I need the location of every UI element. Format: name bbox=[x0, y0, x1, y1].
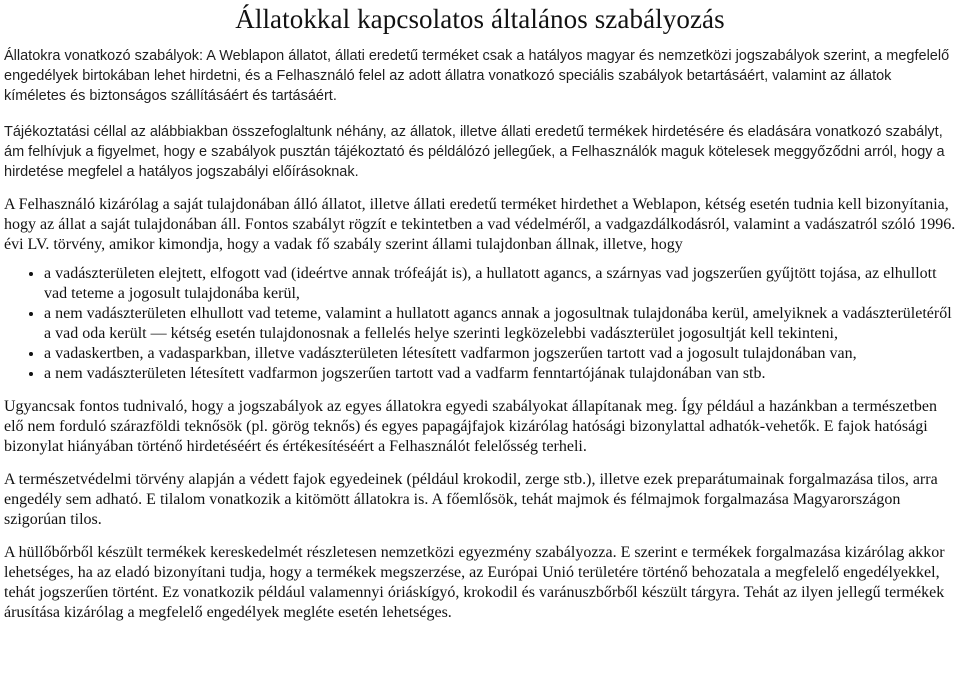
reptile-leather-paragraph: A hüllőbőrből készült termékek kereskedelmét részletesen nemzetközi egyezmény szabályozza. E szerint e termékek forgalmazása kizárólag akkor lehetséges, ha az eladó bizonyítani tudja, hogy a termékek megszerzése, az Európai Unió területére történő behozatala a megfelelő engedélyekkel, tehát jogszerűen történt. Ez vonatkozik például valamennyi óriáskígyó, krokodil és varánuszbőrből készült tárgyra. Tehát az ilyen jellegű termékek árusítása kizárólag a megfelelő engedélyek megléte esetén lehetséges. bbox=[4, 544, 945, 621]
list-item: • a vadaskertben, a vadasparkban, illetve vadászterületen létesített vadfarmon jogszerűen tartott vad a jogosult tulajdonában van, bbox=[44, 344, 956, 364]
list-item: • a vadászterületen elejtett, elfogott vad (ideértve annak trófeáját is), a hullatott agancs, a szárnyas vad jogszerűen gyűjtött tojása, az elhullott vad teteme a jogosult tulajdonába kerül, bbox=[44, 264, 956, 304]
ownership-rules-list bbox=[4, 264, 956, 384]
list-item: • a nem vadászterületen létesített vadfarmon jogszerűen tartott vad a vadfarm fenntartójának tulajdonában van stb. bbox=[44, 364, 956, 384]
intro-paragraph: Állatokra vonatkozó szabályok: A Weblapon állatot, állati eredetű terméket csak a hatályos magyar és nemzetközi jogszabályok szerint, a megfelelő engedélyek birtokában lehet hirdetni, és a Felhasználó felel az adott állatra vonatkozó speciális szabályok betartásáért, valamint az állatok kíméletes és biztonságos szállításáért és tartásáért. bbox=[4, 48, 950, 104]
protected-species-paragraph: A természetvédelmi törvény alapján a védett fajok egyedeinek (például krokodil, zerge stb.), illetve ezek preparátumainak forgalmazása tilos, arra engedély sem adható. E tilalom vonatkozik a kitömött állatokra is. A főemlősök, tehát majmok és félmajmok forgalmazása Magyarországon szigorúan tilos. bbox=[4, 471, 938, 528]
page-title: Állatokkal kapcsolatos általános szabályozás bbox=[235, 4, 725, 34]
species-rules-paragraph: Ugyancsak fontos tudnivaló, hogy a jogszabályok az egyes állatokra egyedi szabályokat állapítanak meg. Így például a hazánkban a természetben elő nem forduló szárazföldi teknősök (pl. görög teknős) és egyes papagájfajok kizárólag hatósági bizonylattal adhatók-vehetők. E fajok hatósági bizonylat hiányában történő hirdetéséért és értékesítéséért a Felhasználót felelősség terheli. bbox=[4, 398, 937, 455]
notice-paragraph: Tájékoztatási céllal az alábbiakban összefoglaltunk néhány, az állatok, illetve állati eredetű termékek hirdetésére és eladására vonatkozó szabályt, ám felhívjuk a figyelmet, hogy e szabályok pusztán tájékoztató és példálózó jellegűek, a Felhasználók maguk kötelesek meggyőződni arról, hogy a hirdetése megfelel a hatályos jogszabályi előírásoknak. bbox=[4, 124, 945, 180]
ownership-paragraph: A Felhasználó kizárólag a saját tulajdonában álló állatot, illetve állati eredetű terméket hirdethet a Weblapon, kétség esetén tudnia kell bizonyítania, hogy az állat a saját tulajdonában áll. Fontos szabályt rögzít e tekintetben a vad védelméről, a vadgazdálkodásról, valamint a vadászatról szóló 1996. évi LV. törvény, amikor kimondja, hogy a vadak fő szabály szerint állami tulajdonban állnak, illetve, hogy bbox=[4, 196, 956, 253]
list-item: • a nem vadászterületen elhullott vad teteme, valamint a hullatott agancs annak a jogosultnak tulajdonába kerül, amelyiknek a vadászterületéről a vad oda került — kétség esetén tulajdonosnak a fellelés helye szerinti legközelebbi vadászterület jogosultját kell tekinteni, bbox=[44, 304, 956, 344]
